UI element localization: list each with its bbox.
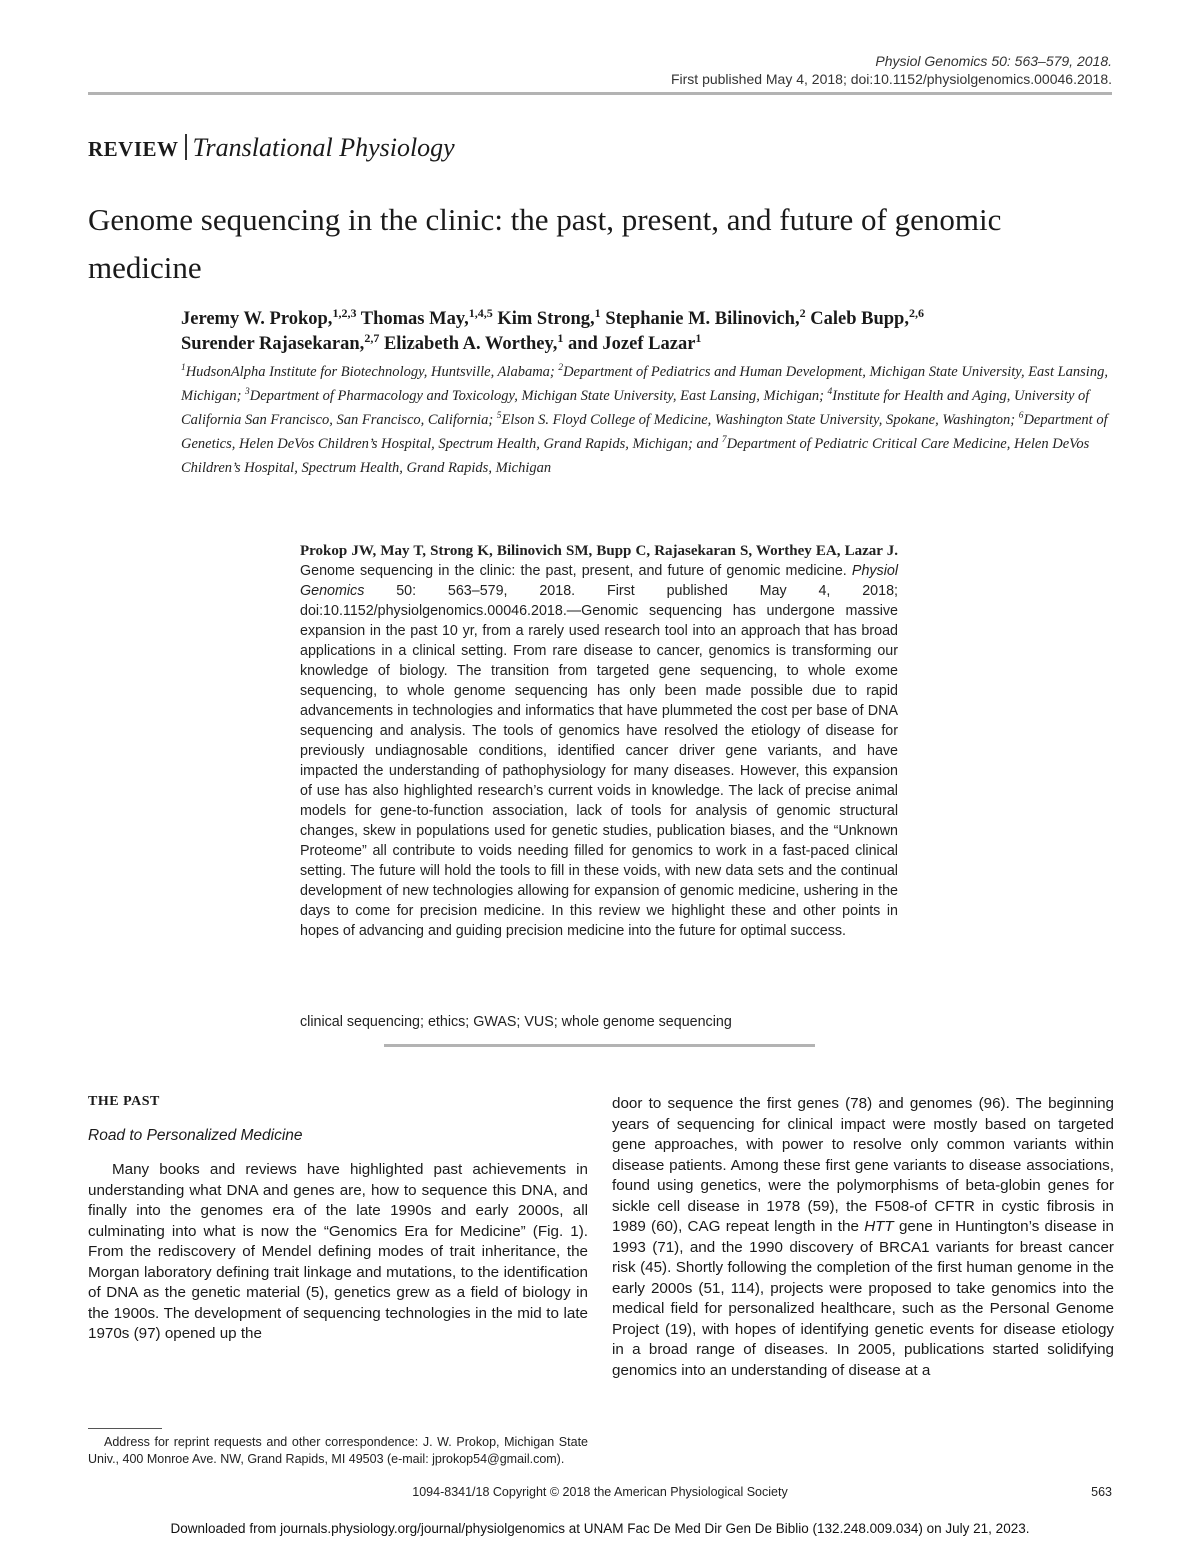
journal-header [671, 52, 1112, 88]
author: Surender Rajasekaran, [181, 334, 365, 354]
affiliation: Department of Genetics, Helen DeVos Children’s Hospital, Spectrum Health, Grand Rapids, Michigan; and [181, 412, 1108, 452]
author-affil-ref: 2,7 [364, 330, 380, 345]
body-paragraph: Many books and reviews have highlighted past achievements in understanding what DNA and genes are, how to sequence this DNA, and finally into the genomes era of the late 1990s and early 2000s, all culminating into what is now the “Genomics Era for Medicine” (Fig. 1). From the rediscovery of Mendel defining modes of trait inheritance, the Morgan laboratory defining trait linkage and mutations, to the identification of DNA as the genetic material (5), genetics grew as a field of biology in the 1900s. The development of sequencing technologies in the mid to late 1970s (97) opened up the [88, 1161, 588, 1342]
affil-number: 1 [181, 363, 186, 374]
article-category: Translational Physiology [192, 133, 455, 162]
journal-citation: Physiol Genomics 50: 563–579, 2018. [875, 53, 1112, 69]
author-list [181, 307, 1081, 357]
section-heading: THE PAST [88, 1094, 160, 1109]
label-divider [185, 134, 187, 160]
download-watermark: Downloaded from journals.physiology.org/journal/physiolgenomics at UNAM Fac De Med Dir Gen De Biblio (132.248.009.034) on July 21, 2023. [170, 1521, 1030, 1536]
author-affil-ref: 1 [695, 330, 702, 345]
published-line: First published May 4, 2018; doi:10.1152/physiolgenomics.00046.2018. [670, 71, 1112, 87]
author-affil-ref: 2,6 [908, 305, 924, 320]
author: Caleb Bupp, [810, 309, 909, 329]
header-rule [88, 92, 1112, 95]
author-affil-ref: 1 [594, 305, 601, 320]
affil-number: 2 [558, 363, 564, 374]
author: Kim Strong, [497, 309, 595, 329]
left-column [88, 1092, 588, 1345]
article-type-label [88, 130, 455, 167]
copyright-line: 1094-8341/18 Copyright © 2018 the American Physiological Society [412, 1485, 788, 1499]
abstract [300, 541, 898, 941]
correspondence-footnote: Address for reprint requests and other correspondence: J. W. Prokop, Michigan State Univ., 400 Monroe Ave. NW, Grand Rapids, MI 49503 (e-mail: jprokop54@gmail.com). [88, 1435, 588, 1466]
abstract-text: Genomic sequencing has undergone massive expansion in the past 10 yr, from a rarely used research tool into an approach that has broad applications in a clinical setting. From rare disease to cancer, genomics is transforming our knowledge of biology. The transition from targeted gene sequencing, to whole exome sequencing, to whole genome sequencing has only been made possible due to rapid advancements in technologies and informatics that have plummeted the cost per base of DNA sequencing and analysis. The tools of genomics have resolved the etiology of disease for previously undiagnosable conditions, identified cancer driver gene variants, and have impacted the understanding of pathophysiology for many diseases. However, this expansion of use has also highlighted research’s current voids in knowledge. The lack of precise animal models for gene-to-function association, lack of tools for analysis of genomic structural changes, skew in populations used for genetic studies, publication biases, and the “Unknown Proteome” all contribute to voids needing filled for genomics to work in a fast-paced clinical setting. The future will hold the tools to fill in these voids, with new data sets and the continual development of new technologies allowing for expansion of genomic medicine, ushering in the days to come for precision medicine. In this review we highlight these and other points in hopes of advancing and guiding precision medicine into the future for optimal success. [300, 603, 898, 939]
abstract-citation-journal: Physiol Genomics [300, 563, 898, 599]
body-text-segment: gene in Huntington’s disease in 1993 (71), and the 1990 discovery of BRCA1 variants for breast cancer risk (45). Shortly following the completion of the first human genome in the early 2000s (51, 114), projects were proposed to take genomics into the medical field for personalized healthcare, such as the Personal Genome Project (19), with hopes of identifying genetic events for disease etiology in a broad range of diseases. In 2005, publications started solidifying genomics into an understanding of disease at a [612, 1218, 1114, 1379]
author: Elizabeth A. Worthey, [383, 334, 558, 354]
author-affil-ref: 1,2,3 [332, 305, 357, 320]
affil-number: 5 [496, 411, 502, 422]
affiliations [181, 360, 1111, 480]
author: Thomas May, [360, 309, 469, 329]
author: and Jozef Lazar [567, 334, 696, 354]
author-affil-ref: 2 [799, 305, 806, 320]
subsection-heading: Road to Personalized Medicine [88, 1127, 303, 1144]
abstract-citation-title: Genome sequencing in the clinic: the past, present, and future of genomic medicine. [300, 563, 852, 579]
affil-number: 6 [1018, 411, 1024, 422]
affil-number: 4 [827, 387, 833, 398]
author: Jeremy W. Prokop, [181, 309, 333, 329]
affiliation: Department of Pediatric Critical Care Medicine, Helen DeVos Children’s Hospital, Spectrum Health, Grand Rapids, Michigan [181, 436, 1090, 476]
article-kind: REVIEW [88, 137, 179, 161]
affiliation: HudsonAlpha Institute for Biotechnology, Huntsville, Alabama; [185, 364, 559, 380]
affiliation: Institute for Health and Aging, University of California San Francisco, San Francisco, California; [181, 388, 1090, 428]
keywords: clinical sequencing; ethics; GWAS; VUS; whole genome sequencing [300, 1014, 732, 1030]
gene-name: HTT [864, 1218, 894, 1235]
footnote-rule [88, 1428, 162, 1429]
affiliation: Elson S. Floyd College of Medicine, Washington State University, Spokane, Washington; [501, 412, 1019, 428]
abstract-citation-details: 50: 563–579, 2018. First published May 4, 2018; doi:10.1152/physiolgenomics.00046.2018.— [300, 583, 898, 619]
affil-number: 7 [721, 435, 727, 446]
abstract-rule [384, 1044, 815, 1047]
author-affil-ref: 1 [557, 330, 564, 345]
page-number: 563 [1091, 1485, 1112, 1499]
abstract-citation-authors: Prokop JW, May T, Strong K, Bilinovich SM, Bupp C, Rajasekaran S, Worthey EA, Lazar J. [300, 543, 898, 559]
affiliation: Department of Pediatrics and Human Development, Michigan State University, East Lansing, Michigan; [181, 364, 1108, 404]
article-title: Genome sequencing in the clinic: the past, present, and future of genomic medicine [88, 202, 1002, 285]
author-affil-ref: 1,4,5 [468, 305, 493, 320]
body-paragraph [612, 1094, 1114, 1381]
affiliation: Department of Pharmacology and Toxicology, Michigan State University, East Lansing, Michigan; [249, 388, 828, 404]
author: Stephanie M. Bilinovich, [605, 309, 800, 329]
right-column [612, 1094, 1114, 1381]
affil-number: 3 [245, 387, 250, 398]
body-text-segment: door to sequence the first genes (78) and genomes (96). The beginning years of sequencing for clinical impact were mostly based on targeted gene approaches, with power to resolve only common variants within disease patients. Among these first gene variants to disease associations, found using genetics, were the polymorphisms of beta-globin genes for sickle cell disease in 1978 (59), the F508-of CFTR in cystic fibrosis in 1989 (60), CAG repeat length in the [612, 1095, 1114, 1235]
